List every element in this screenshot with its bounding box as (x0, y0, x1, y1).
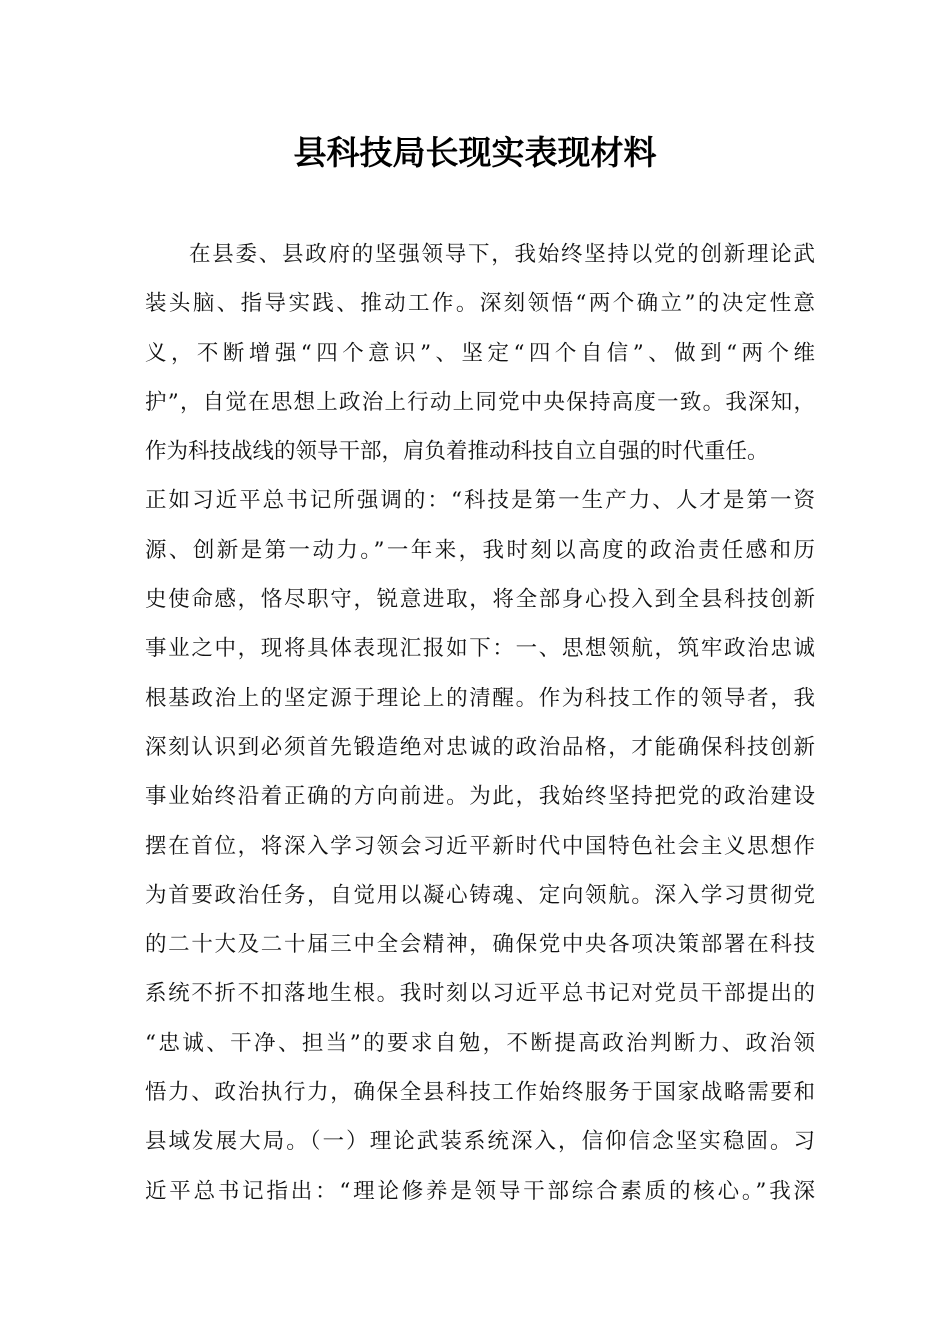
body-line: 近平总书记指出：“理论修养是领导干部综合素质的核心。”我深 (145, 1178, 815, 1204)
body-line: 护”，自觉在思想上政治上行动上同党中央保持高度一致。我深知， (145, 389, 815, 415)
body-line: 作为科技战线的领导干部，肩负着推动科技自立自强的时代重任。 (145, 439, 769, 465)
body-line: 源、创新是第一动力。”一年来，我时刻以高度的政治责任感和历 (145, 537, 815, 563)
body-line: 正如习近平总书记所强调的：“科技是第一生产力、人才是第一资 (145, 488, 815, 514)
body-line: 事业之中，现将具体表现汇报如下：一、思想领航，筑牢政治忠诚 (145, 636, 815, 662)
body-line: 深刻认识到必须首先锻造绝对忠诚的政治品格，才能确保科技创新 (145, 734, 815, 760)
body-line: 摆在首位，将深入学习领会习近平新时代中国特色社会主义思想作 (145, 833, 815, 859)
body-line: 根基政治上的坚定源于理论上的清醒。作为科技工作的领导者，我 (145, 685, 815, 711)
body-line: “忠诚、干净、担当”的要求自勉，不断提高政治判断力、政治领 (145, 1030, 815, 1056)
body-line: 事业始终沿着正确的方向前进。为此，我始终坚持把党的政治建设 (145, 784, 815, 810)
body-line: 县域发展大局。（一）理论武装系统深入，信仰信念坚实稳固。习 (145, 1129, 815, 1155)
body-line: 史使命感，恪尽职守，锐意进取，将全部身心投入到全县科技创新 (145, 587, 815, 613)
document-body (145, 230, 815, 1216)
body-line: 在县委、县政府的坚强领导下，我始终坚持以党的创新理论武 (189, 242, 815, 267)
body-line: 装头脑、指导实践、推动工作。深刻领悟“两个确立”的决定性意 (145, 291, 815, 317)
body-line: 为首要政治任务，自觉用以凝心铸魂、定向领航。深入学习贯彻党 (145, 882, 815, 908)
body-line: 义，不断增强“四个意识”、坚定“四个自信”、做到“两个维 (145, 340, 815, 366)
body-line: 的二十大及二十届三中全会精神，确保党中央各项决策部署在科技 (145, 932, 815, 958)
body-line: 系统不折不扣落地生根。我时刻以习近平总书记对党员干部提出的 (145, 981, 815, 1007)
document-title: 县科技局长现实表现材料 (293, 133, 657, 172)
body-line: 悟力、政治执行力，确保全县科技工作始终服务于国家战略需要和 (145, 1080, 815, 1106)
